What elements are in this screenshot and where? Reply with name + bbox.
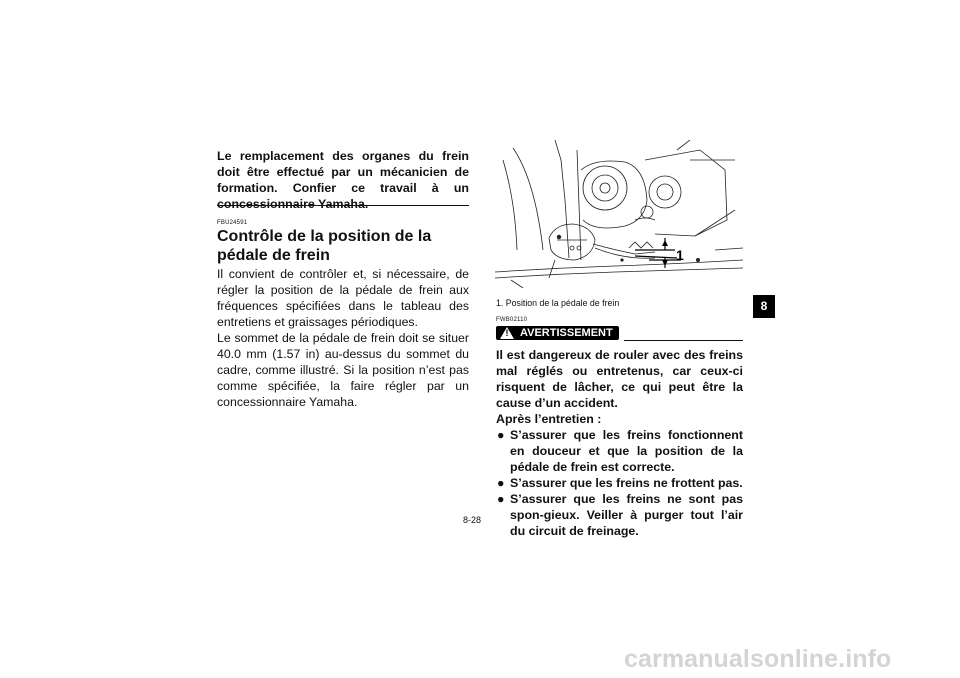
list-item: ● S’assurer que les freins ne sont pas spon-gieux. Veiller à purger tout l’air du circuit de freinage. [497, 492, 743, 538]
warning-badge: ! AVERTISSEMENT [496, 326, 619, 340]
warning-rule [624, 340, 743, 341]
bullet-icon: ● [497, 492, 505, 506]
callout-number: 1 [676, 247, 684, 263]
watermark: carmanualsonline.info [624, 645, 892, 673]
warning-body [496, 347, 743, 539]
warning-code: FWB02110 [496, 317, 528, 323]
section-body [217, 266, 469, 410]
list-item: ● S’assurer que les freins fonctionnent en douceur et que la position de la pédale de frein est correcte. [497, 428, 743, 474]
warning-label: AVERTISSEMENT [520, 327, 613, 339]
brake-pedal-illustration [495, 140, 743, 288]
figure-caption: 1. Position de la pédale de frein [496, 298, 620, 308]
page-number: 8-28 [463, 515, 482, 525]
bullet-icon: ● [497, 428, 505, 442]
section-code: FBU24591 [217, 220, 248, 226]
warning-header [496, 326, 743, 342]
paragraph-2: Le sommet de la pédale de frein doit se situer 40.0 mm (1.57 in) au-dessus du sommet du cadre, comme illustré. Si la position n’est pas comme spécifiée, la faire régler par un concessionnaire Yamaha. [217, 331, 469, 409]
bullet-icon: ● [497, 476, 505, 490]
paragraph-1: Il convient de contrôler et, si nécessaire, de régler la position de la pédale de frein aux fréquences spécifiées dans le tableau des entretiens et graissages périodiques. [217, 267, 469, 329]
chapter-tab: 8 [753, 295, 775, 318]
intro-warning-text: Le remplacement des organes du frein doit être effectué par un mécanicien de formation. Confier ce travail à un concessionnaire Yamaha. [217, 149, 469, 211]
section-title: Contrôle de la position de la pédale de frein [217, 228, 432, 264]
warning-text: Il est dangereux de rouler avec des freins mal réglés ou entretenus, car ceux-ci risquent de lâcher, ce qui peut être la cause d’un accident. [496, 348, 743, 410]
warning-subheading: Après l’entretien : [496, 412, 602, 426]
warning-bullet-list [496, 427, 743, 539]
list-item: ● S’assurer que les freins ne frottent pas. [497, 476, 743, 490]
intro-divider [217, 205, 469, 206]
